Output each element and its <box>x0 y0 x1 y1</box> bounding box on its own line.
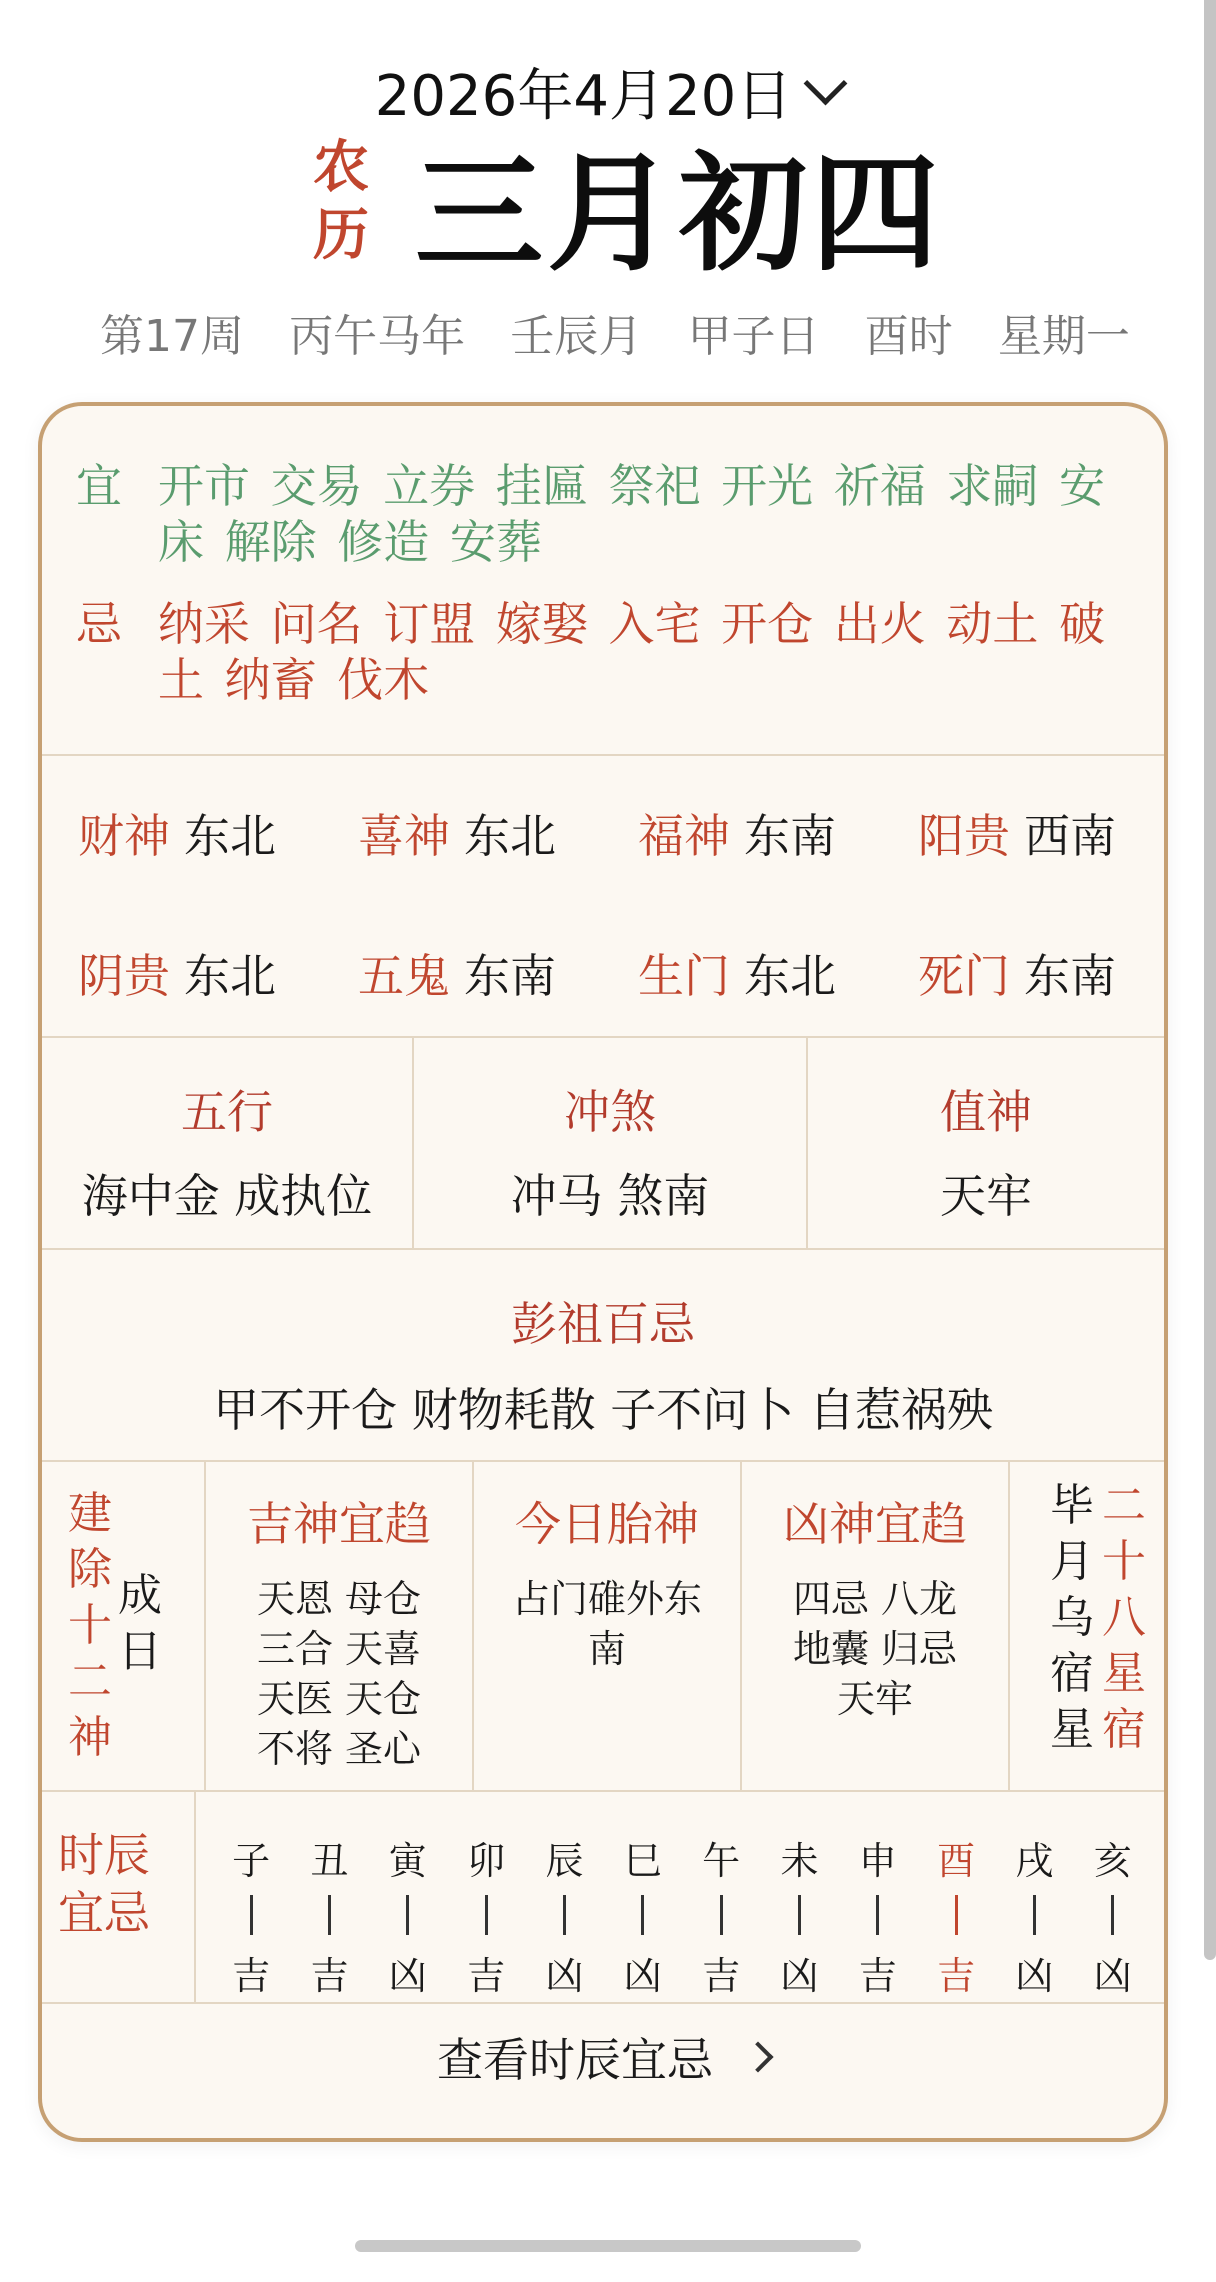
hours-label <box>42 1792 196 2002</box>
hour-branch: 卯 <box>467 1839 506 1883</box>
jishen-line: 天恩 母仓 <box>256 1577 422 1621</box>
pengzu-section <box>42 1250 1164 1462</box>
hour-divider <box>485 1895 488 1935</box>
jishen-line: 天医 天仓 <box>256 1677 422 1721</box>
god-dir: 东南 <box>464 949 556 1003</box>
xiu-cell <box>1010 1462 1164 1790</box>
hour-luck: 吉 <box>702 1954 741 1998</box>
jishen-line: 三合 天喜 <box>256 1627 422 1671</box>
jishen-line: 不将 圣心 <box>256 1727 422 1771</box>
god-name: 财神 <box>78 809 170 863</box>
jianchu-cell <box>42 1462 206 1790</box>
god-name: 五鬼 <box>358 949 450 1003</box>
hour-divider <box>641 1895 644 1935</box>
lunar-date: 三月初四 <box>415 140 944 289</box>
jishen-cell <box>206 1462 474 1790</box>
hour-branch: 寅 <box>388 1839 427 1883</box>
detail-section <box>42 1462 1164 1792</box>
hour-item[interactable] <box>221 1830 281 2002</box>
god-item <box>602 800 882 866</box>
god-item <box>42 940 322 1006</box>
god-dir: 东北 <box>464 809 556 863</box>
hour-item[interactable] <box>456 1830 516 2002</box>
zhishen-value: 天牢 <box>940 1169 1032 1223</box>
chongsha-title: 冲煞 <box>564 1085 656 1139</box>
taishen-cell <box>474 1462 742 1790</box>
hour-item[interactable] <box>378 1830 438 2002</box>
god-item <box>42 800 322 866</box>
solar-date: 2026年4月20日 <box>374 64 793 129</box>
hour-divider <box>328 1895 331 1935</box>
god-name: 喜神 <box>358 809 450 863</box>
jianchu-label <box>68 1486 112 1766</box>
jianchu-char: 除 <box>68 1544 112 1595</box>
taishen-body <box>474 1574 740 1674</box>
yiji-section <box>42 406 1164 756</box>
hours-section <box>42 1792 1164 2004</box>
god-item <box>602 940 882 1006</box>
god-dir: 东北 <box>184 949 276 1003</box>
hour-branch: 申 <box>858 1839 897 1883</box>
hour-branch: 丑 <box>310 1839 349 1883</box>
hour-luck: 吉 <box>310 1954 349 1998</box>
hours-list <box>196 1792 1164 2002</box>
yi-text: 开市 交易 立券 挂匾 祭祀 开光 祈福 求嗣 安床 解除 修造 安葬 <box>158 459 1105 569</box>
xiu-label-char: 二 <box>1102 1480 1146 1531</box>
xiu-label-char: 十 <box>1102 1536 1146 1587</box>
hour-branch: 戌 <box>1015 1839 1054 1883</box>
god-item <box>322 800 602 866</box>
week-number: 第17周 <box>100 311 244 362</box>
hour-divider <box>798 1895 801 1935</box>
wuxing-title: 五行 <box>181 1085 273 1139</box>
hour-branch: 辰 <box>545 1839 584 1883</box>
xiu-value-char: 星 <box>1050 1704 1094 1755</box>
hour-item-current[interactable] <box>926 1830 986 2002</box>
hours-label-line: 时辰 <box>58 1828 150 1882</box>
gods-row-2 <box>42 940 1162 1006</box>
hour-branch: 亥 <box>1093 1839 1132 1883</box>
jishen-body <box>206 1574 472 1774</box>
sub-info <box>100 300 1130 364</box>
god-dir: 西南 <box>1024 809 1116 863</box>
xiongshen-line: 地囊 归忌 <box>792 1627 958 1671</box>
lunar-tag-char: 历 <box>313 203 369 268</box>
hour-divider <box>1033 1895 1036 1935</box>
hour-divider <box>876 1895 879 1935</box>
gods-row-1 <box>42 800 1162 866</box>
hour-divider <box>250 1895 253 1935</box>
xiu-value <box>1050 1478 1094 1758</box>
home-indicator[interactable] <box>355 2240 861 2252</box>
hour-divider <box>563 1895 566 1935</box>
hour-item[interactable] <box>848 1830 908 2002</box>
zhishen-title: 值神 <box>940 1085 1032 1139</box>
hour-item[interactable] <box>769 1830 829 2002</box>
hour-luck: 凶 <box>1093 1954 1132 1998</box>
month-ganzhi: 壬辰月 <box>510 311 643 362</box>
lunar-tag <box>306 134 376 270</box>
hour-luck: 吉 <box>858 1954 897 1998</box>
hour-luck: 吉 <box>232 1954 271 1998</box>
pengzu-value: 甲不开仓 财物耗散 子不问卜 自惹祸殃 <box>213 1383 993 1437</box>
jianchu-value <box>118 1568 162 1680</box>
year-ganzhi: 丙午马年 <box>289 311 466 362</box>
xiu-label <box>1102 1478 1146 1758</box>
jianchu-value-char: 日 <box>118 1626 162 1677</box>
hour-item[interactable] <box>534 1830 594 2002</box>
ji-text: 纳采 问名 订盟 嫁娶 入宅 开仓 出火 动土 破土 纳畜 伐木 <box>158 597 1105 707</box>
hours-label-line: 宜忌 <box>58 1886 150 1940</box>
xiu-value-char: 乌 <box>1050 1592 1094 1643</box>
ji-label: 忌 <box>76 597 122 651</box>
weekday: 星期一 <box>997 311 1130 362</box>
view-hours-button[interactable] <box>42 2024 1164 2090</box>
xiongshen-line: 天牢 <box>836 1677 913 1721</box>
taishen-line: 占门碓外东 <box>511 1577 702 1621</box>
jianchu-char: 二 <box>68 1656 112 1707</box>
chongsha-value: 冲马 煞南 <box>510 1169 710 1223</box>
xiongshen-body <box>742 1574 1008 1724</box>
hour-divider <box>406 1895 409 1935</box>
hour-item[interactable] <box>613 1830 673 2002</box>
god-item <box>882 940 1162 1006</box>
hour-luck: 吉 <box>937 1954 976 1998</box>
hour-luck: 吉 <box>467 1954 506 1998</box>
day-ganzhi: 甲子日 <box>687 311 820 362</box>
info3-section <box>42 1038 1164 1250</box>
wuxing-cell <box>42 1038 414 1248</box>
hour-divider <box>1111 1895 1114 1935</box>
xiu-label-char: 星 <box>1102 1648 1146 1699</box>
yi-label: 宜 <box>76 459 122 513</box>
xiongshen-cell <box>742 1462 1010 1790</box>
god-item <box>882 800 1162 866</box>
god-name: 生门 <box>638 949 730 1003</box>
hour-branch: 巳 <box>623 1839 662 1883</box>
chevron-right-icon <box>742 2041 773 2072</box>
hour-item[interactable] <box>691 1830 751 2002</box>
god-name: 死门 <box>918 949 1010 1003</box>
hour-luck: 凶 <box>780 1954 819 1998</box>
lunar-tag-char: 农 <box>313 135 369 200</box>
jianchu-char: 神 <box>68 1712 112 1763</box>
hour-item[interactable] <box>299 1830 359 2002</box>
god-name: 阴贵 <box>78 949 170 1003</box>
current-hour: 酉时 <box>864 311 953 362</box>
zhishen-cell <box>808 1038 1164 1248</box>
wuxing-value: 海中金 成执位 <box>81 1169 373 1223</box>
xiu-value-char: 宿 <box>1050 1648 1094 1699</box>
jishen-title: 吉神宜趋 <box>247 1497 431 1551</box>
god-dir: 东南 <box>1024 949 1116 1003</box>
god-item <box>322 940 602 1006</box>
jianchu-char: 十 <box>68 1600 112 1651</box>
hour-luck: 凶 <box>388 1954 427 1998</box>
god-dir: 东南 <box>744 809 836 863</box>
hour-branch: 子 <box>232 1839 271 1883</box>
taishen-title: 今日胎神 <box>515 1497 699 1551</box>
hour-item[interactable] <box>1004 1830 1064 2002</box>
xiongshen-line: 四忌 八龙 <box>792 1577 958 1621</box>
date-selector[interactable] <box>0 52 1216 132</box>
chongsha-cell <box>414 1038 808 1248</box>
hour-branch: 酉 <box>937 1839 976 1883</box>
hour-branch: 午 <box>702 1839 741 1883</box>
xiu-label-char: 八 <box>1102 1592 1146 1643</box>
hour-luck: 凶 <box>623 1954 662 1998</box>
jianchu-value-char: 成 <box>118 1570 162 1621</box>
scrollbar[interactable] <box>1204 0 1216 1960</box>
hour-luck: 凶 <box>545 1954 584 1998</box>
jianchu-char: 建 <box>68 1488 112 1539</box>
god-name: 福神 <box>638 809 730 863</box>
xiu-value-char: 月 <box>1050 1536 1094 1587</box>
hour-divider <box>955 1895 958 1935</box>
xiongshen-title: 凶神宜趋 <box>783 1497 967 1551</box>
xiu-label-char: 宿 <box>1102 1704 1146 1755</box>
god-dir: 东北 <box>744 949 836 1003</box>
almanac-card <box>38 402 1168 2142</box>
xiu-value-char: 毕 <box>1050 1480 1094 1531</box>
hour-branch: 未 <box>780 1839 819 1883</box>
hour-item[interactable] <box>1083 1830 1143 2002</box>
god-dir: 东北 <box>184 809 276 863</box>
pengzu-title: 彭祖百忌 <box>511 1297 695 1351</box>
view-hours-label: 查看时辰宜忌 <box>437 2033 713 2087</box>
hour-luck: 凶 <box>1015 1954 1054 1998</box>
hour-divider <box>720 1895 723 1935</box>
taishen-line: 南 <box>587 1627 626 1671</box>
god-name: 阳贵 <box>918 809 1010 863</box>
gods-section <box>42 756 1164 1038</box>
chevron-down-icon <box>804 62 848 106</box>
